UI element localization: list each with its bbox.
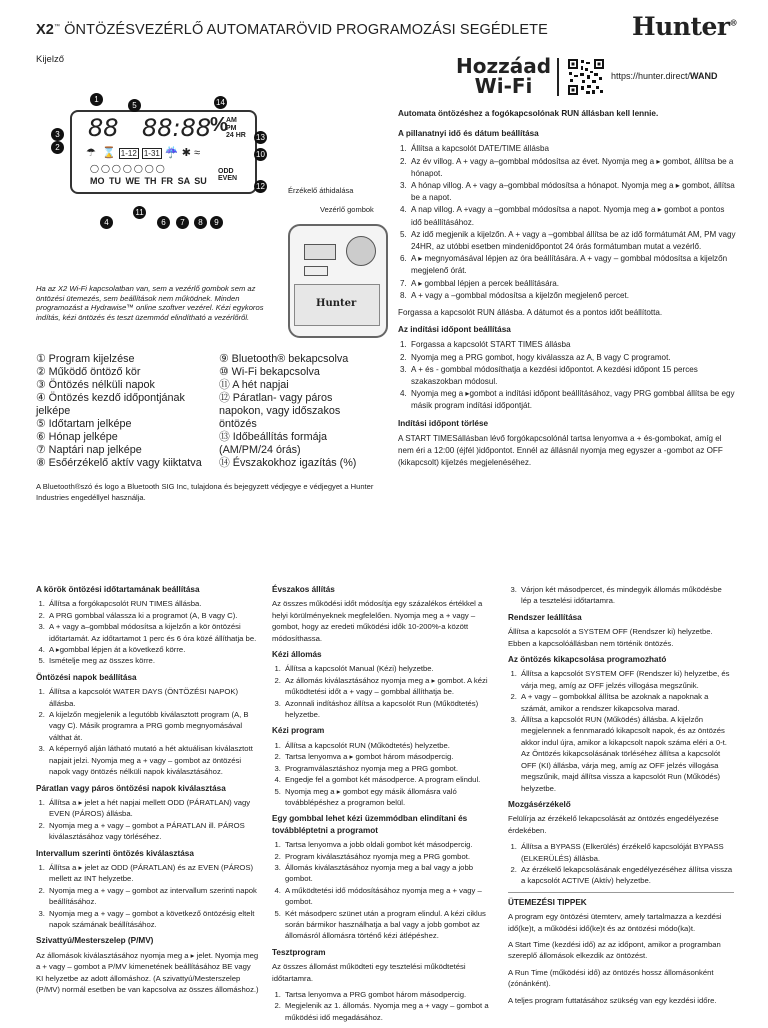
hunter-logo: Hunter®	[632, 12, 738, 41]
callout-6: 6	[157, 216, 170, 229]
callout-8: 8	[194, 216, 207, 229]
lcd-icon-row	[86, 146, 200, 159]
odd-even-label: ODD EVEN	[218, 168, 238, 182]
section-display-label: Kijelző	[36, 54, 64, 65]
umbrella-icon: ☔	[164, 147, 179, 159]
bluetooth-note: A Bluetooth®szó és logo a Bluetooth SIG Inc, tulajdona és bejegyzett védjegye e védjegyet a Hunter Industries engedéllyel használja.	[36, 482, 374, 502]
days-row: MO TU WE TH FR SA SU	[90, 176, 207, 186]
callout-7: 7	[176, 216, 189, 229]
month-icon: 1-12	[120, 149, 137, 158]
page-title: X2™ ÖNTÖZÉSVEZÉRLŐ AUTOMATARÖVID PROGRAMOZÁSI SEGÉDLETE	[36, 22, 548, 38]
callout-1: 1	[90, 93, 103, 106]
lcd-format: AM PM 24 HR	[226, 117, 246, 139]
bluetooth-icon: ✱	[181, 147, 191, 159]
lcd-program-digits: 88	[88, 114, 119, 142]
callout-3: 3	[51, 128, 64, 141]
callout-12: 12	[254, 180, 267, 193]
rain-sensor-icon: ☂	[86, 147, 96, 159]
day-icon: 1-31	[143, 149, 160, 158]
sensor-bypass-label: Érzékelő áthidalása	[288, 186, 354, 195]
hourglass-icon: ⌛	[102, 147, 116, 159]
wifi-icon: ≈	[193, 147, 201, 159]
callout-4: 4	[100, 216, 113, 229]
bottom-col-1: A körök öntözési időtartamának beállítása 1. Állítsa a forgókapcsolót RUN TIMES állásba. 2. A PRG gombbal válassza ki a programot (A, B vagy C). 3. A + vagy a–gombbal módosítsa a kijelzőn a kör öntözési időtartamát. Az időtartamot 1 perc és 6 óra közé állíthatja be. 4. A ▸gombbal lépjen át a következő körre. 5. Ismételje meg az összes körre. Öntözési napok beállítása 1. Állítsa a kapcsolót WATER DAYS (ÖNTÖZÉSI NAPOK) állásba. 2. A kijelzőn megjelenik a legutóbb kiválasztott program (A, B vagy C). Másik programra a PRG gomb megnyomásával válthat át. 3. A képernyő alján látható mutató a hét aktuálisan kiválasztott napjait jelzi. Nyomja meg a + vagy – gombot az öntözési napok vagy öntözés nélküli napok kiválasztásához. Páratlan vagy páros öntözési napok kiválasztása 1. Állítsa a ▸ jelet a hét napjai mellett ODD (PÁRATLAN) vagy EVEN (PÁROS) állásba. 2. Nyomja meg a + vagy – gombot a PÁRATLAN ill. PÁROS kiválasztásához vagy törléséhez. Intervallum szerinti öntözés kiválasztása 1. Állítsa a ▸ jelet az ODD (PÁRATLAN) és az EVEN (PÁROS) mellett az INT helyzetbe. 2. Nyomja meg a + vagy – gombot az intervallum szerinti napok beállításához. 3. Nyomja meg a + vagy – gombot a következő öntözésig eltelt napok számának beállításához. Szivattyú/Mesterszelep (P/MV) Az állomások kiválasztásához nyomja meg a ▸ jelet. Nyomja meg a + vagy – gombot a P/MV kimenetének beállításához BE vagy KI helyzetbe az adott állomáshoz. (A szivattyú/Mesterszelep (P/MV) normál esetben be van kapcsolva az összes állomáshoz.)	[36, 584, 260, 1000]
callout-2: 2	[51, 141, 64, 154]
controller-image	[288, 224, 388, 338]
legend-right: ⑨ Bluetooth® bekapcsolva ⑩ Wi-Fi bekapcsolva ⑪ A hét napjai ⑫ Páratlan- vagy páros napokon, vagy időszakos öntözés ⑬ Időbeállítás formája (AM/PM/24 órás) ⑭ Évszakokhoz igazítás (%)	[219, 353, 357, 469]
qr-code-icon	[567, 58, 605, 96]
callout-9: 9	[210, 216, 223, 229]
lcd-time-digits: 88:88	[142, 114, 212, 142]
dial-icon	[346, 236, 376, 266]
callout-10: 10	[254, 148, 267, 161]
callout-13: 13	[254, 131, 267, 144]
right-column: Automata öntözéshez a fogókapcsolónak RUN állásban kell lennie. A pillanatnyi idő és dátum beállítása 1. Állítsa a kapcsolót DATE/TIME állásba 2. Az év villog. A + vagy a–gombbal módosítsa az évet. Nyomja meg a ▸ gombot, állítsa be a hónapot. 3. A hónap villog. A + vagy a–gombbal módosítsa a hónapot. Nyomja meg a ▸ gombot, állítsa be a napot. 4. A nap villog. A +vagy a –gombbal módosítsa a napot. Nyomja meg a ▸ gombot a pontos idő beállításához. 5. Az idő megjenik a kijelzőn. A + vagy a –gombbal állítsa be az idő formátumát AM, PM vagy 24HR, az utóbbi esetben mindenidőpontot 24 órás formátumban mutat a vezérlő. 6. A ▸ megnyomásával lépjen az óra beállítására. A + vagy – gombbal módosítsa a kijelzőn megjelenő órát. 7. A ▸ gombbal lépjen a percek beállítására. 8. A + vagy a –gombbal módosítsa a kijelzőn megjelenő percet. Forgassa a kapcsolót RUN állásba. A dátumot és a pontos időt beállította. Az indítási időpont beállítása 1. Forgassa a kapcsolót START TIMES állásba 2. Nyomja meg a PRG gombot, hogy kiválassza az A, B vagy C programot. 3. A + és - gombbal módosíthatja a kezdési időpontot. A kezdési időpont 15 perces szakaszokban módosul. 4. Nyomja meg a ▸gombot a indítási időpont beállításához, vagy PRG gombbal állítsa be egy másik program indítási időpontját. Indítási időpont törlése A START TIMESállásban lévő forgókapcsolónál tartsa lenyomva a + és-gombokat, amíg el nem éri a 12:00 (éjfél )időpontot. Ennél az állásnál nyomja meg egyszer a -gombot az OFF (kikapcsolt) kijelzés megjelenéséhez.	[398, 108, 736, 474]
add-wifi-badge: Hozzáad Wi-Fi	[456, 54, 552, 98]
controller-buttons-label: Vezérlő gombok	[320, 205, 374, 214]
water-drops-row: ◯◯◯◯◯◯◯	[90, 164, 167, 173]
controller-brand: Hunter	[316, 298, 357, 309]
wifi-note: Ha az X2 Wi-Fi kapcsolatban van, sem a vezérlő gombok sem az öntözési ütemezés, sem beállítások nem működnek. Minden programozást a Hydrawise™ online szoftver vezérel. Kézi egykoros indítás, kézi öntözés és teszt üzemmód elindítható a vezérlőről.	[36, 284, 264, 323]
callout-14: 14	[214, 96, 227, 109]
wand-link[interactable]: https://hunter.direct/WAND	[611, 71, 718, 81]
callout-5: 5	[128, 99, 141, 112]
lcd-percent: %	[210, 114, 228, 136]
legend-left: ① Program kijelzése ② Működő öntöző kör ③ Öntözés nélküli napok ④ Öntözés kezdő időpontjának jelképe ⑤ Időtartam jelképe ⑥ Hónap jelképe ⑦ Naptári nap jelképe ⑧ Esőérzékelő aktív vagy kiiktatva	[36, 353, 202, 469]
bottom-col-2: Évszakos állítás Az összes működési időt módosítja egy százalékos értékkel a helyi körülményeknek megfelelően. Nyomja meg a + vagy – gombot, hogy az eredeti működési idők 10-200%-a között módosíthassa. Kézi állomás 1. Állítsa a kapcsolót Manual (Kézi) helyzetbe. 2. Az állomás kiválasztásához nyomja meg a ▸ gombot. A kézi működtetési időt a + vagy – gombbal állíthatja be. 3. Azonnali indításhoz állítsa a kapcsolót Run (Működtetés) helyzetbe. Kézi program 1. Állítsa a kapcsolót RUN (Működtetés) helyzetbe. 2. Tartsa lenyomva a ▸ gombot három másodpercig. 3. Programválasztáshoz nyomja meg a PRG gombot. 4. Engedje fel a gombot két másodperce. A program elindul. 5. Nyomja meg a ▸ gombot egy másik állomásra való továbblépéshez a programon belül. Egy gombbal lehet kézi üzemmódban elindítani és továbbléptetni a programot 1. Tartsa lenyomva a jobb oldali gombot két másodpercig. 2. Program kiválasztásához nyomja meg a PRG gombot. 3. Állomás kiválasztásához nyomja meg a bal vagy a jobb gombot. 4. A működtetési idő módosításához nyomja meg a + vagy – gombot. 5. Két másodperc szünet után a program elindul. A kézi ciklus során bármikor használhatja a bal vagy a jobb gombot az állomásról állomásra történő kézi átlépéshez. Tesztprogram Az összes állomást működteti egy tesztelési működtetési időtartamra. 1. Tartsa lenyomva a PRG gombot három másodpercig. 2. Megjelenik az 1. állomás. Nyomja meg a + vagy – gombot a működési idő megadásához.	[272, 584, 496, 1028]
callout-11: 11	[133, 206, 146, 219]
bottom-col-3: 3. Várjon két másodpercet, és mindegyik állomás működésbe lép a tesztelési időtartamra. Rendszer leállítása Állítsa a kapcsolót a SYSTEM OFF (Rendszer ki) helyzetbe. Ebben a kapcsolóállásban nem történik öntözés. Az öntözés kikapcsolása programozható 1. Állítsa a kapcsolót SYSTEM OFF (Rendszer ki) helyzetbe, és várja meg, amíg az OFF jelzés villogása megszűnik. 2. A + vagy – gombokkal állítsa be azoknak a napoknak a számát, amikor a rendszer kikapcsolva marad. 3. Állítsa a kapcsolót RUN (Működés) állásba. A kijelzőn megjelennek a fennmaradó kikapcsolt napok, és az öntözés akkor indul újra, amikor a kikapcsolt napok száma eléri a 0-t. Az Öntözés kikapcsolásának törléséhez állítsa a kapcsolót OFF (KI) állásba, várja meg, amíg az OFF jelzés villogása megszűnik, majd állítsa vissza a kapcsolót Run (Működés) helyzetbe. Mozgásérzékelő Felülírja az érzékelő lekapcsolását az öntözés engedélyezése érdekében. 1. Állítsa a BYPASS (Elkerülés) érzékelő kapcsolóját BYPASS (ELKERÜLÉS) állásba. 2. Az érzékelő lekapcsolásának engedélyezéséhez állítsa vissza a kapcsolót ACTIVE (Aktív) helyzetbe. ÜTEMEZÉSI TIPPEK A program egy öntözési ütemterv, amely tartalmazza a kezdési idő(ke)t, a működési idő(ke)t és az öntözési módo(ka)t. A Start Time (kezdési idő) az az időpont, amikor a programban szereplő állomások elkezdik az öntözést. A Run Time (működési idő) az öntözés hossz állomásonként (zónánként). A teljes program futtatásához szükség van egy kezdési időre.	[508, 584, 734, 1011]
